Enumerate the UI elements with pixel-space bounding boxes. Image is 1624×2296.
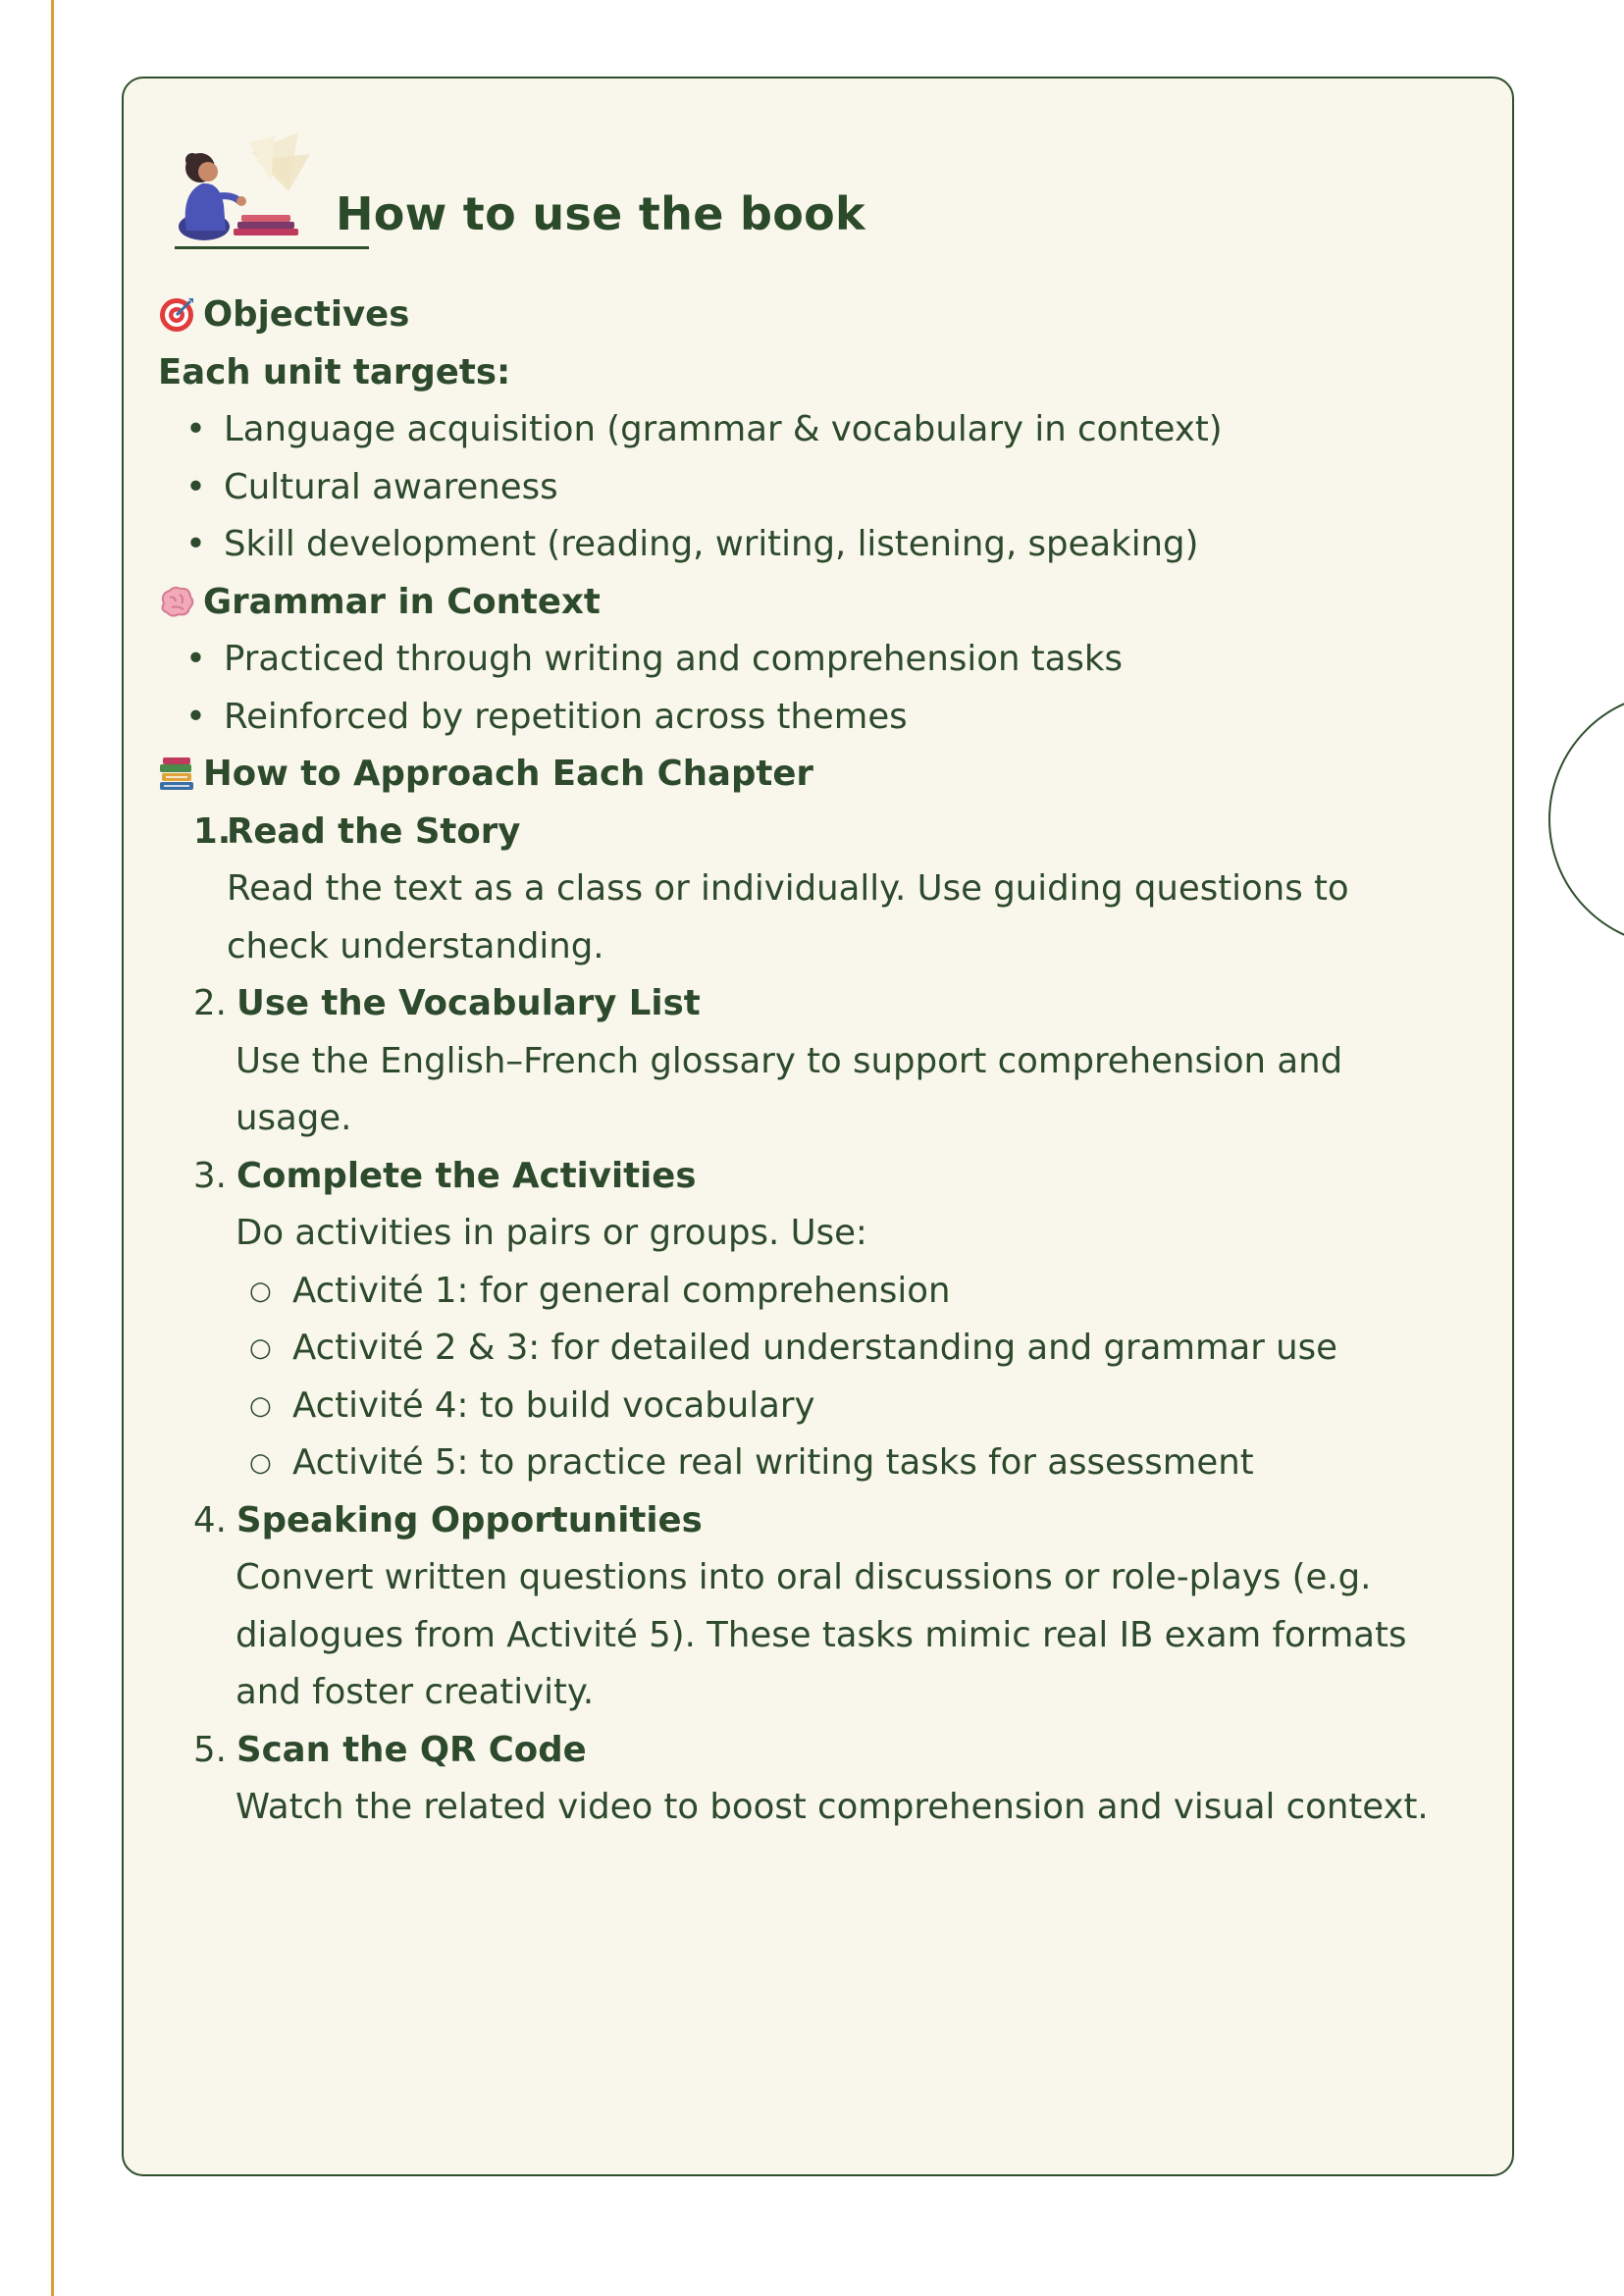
books-icon bbox=[158, 757, 203, 792]
section-heading-objectives bbox=[158, 287, 1493, 344]
list-item bbox=[158, 401, 1493, 459]
step-number: 2. bbox=[193, 983, 227, 1023]
step-description: Use the English–French glossary to support comprehension and bbox=[236, 1040, 1343, 1081]
list-item-text: Skill development (reading, writing, listening, speaking) bbox=[224, 524, 1199, 564]
step-description: and foster creativity. bbox=[236, 1672, 595, 1712]
bullet-icon: • bbox=[185, 409, 206, 449]
list-item bbox=[158, 516, 1493, 574]
circle-bullet-icon: ○ bbox=[249, 1333, 272, 1363]
bullet-icon: • bbox=[185, 696, 206, 737]
list-item bbox=[158, 631, 1493, 689]
step-title bbox=[158, 804, 1493, 861]
step-description: usage. bbox=[236, 1098, 352, 1138]
step-title-text: Use the Vocabulary List bbox=[236, 983, 701, 1023]
circle-bullet-icon: ○ bbox=[249, 1276, 272, 1306]
step-description: Watch the related video to boost comprehension and visual context. bbox=[236, 1787, 1429, 1827]
card-content bbox=[158, 287, 1493, 1837]
card-header bbox=[173, 132, 865, 250]
step-description: dialogues from Activité 5). These tasks mimic real IB exam formats bbox=[236, 1614, 1407, 1655]
step-title-text: Read the Story bbox=[227, 810, 521, 852]
sub-list-item-text: Activité 2 & 3: for detailed understanding and grammar use bbox=[292, 1328, 1338, 1368]
list-item bbox=[158, 459, 1493, 517]
step-title bbox=[158, 1722, 1493, 1780]
list-item-text: Reinforced by repetition across themes bbox=[224, 696, 908, 737]
step-title-text: Complete the Activities bbox=[236, 1155, 697, 1196]
list-item bbox=[158, 689, 1493, 747]
objectives-heading-text: Objectives bbox=[203, 294, 410, 335]
section-heading-grammar bbox=[158, 574, 1493, 632]
sub-list-item-text: Activité 4: to build vocabulary bbox=[292, 1384, 815, 1426]
step-title bbox=[158, 1148, 1493, 1206]
step-title-text: Scan the QR Code bbox=[236, 1729, 587, 1770]
step-title bbox=[158, 975, 1493, 1033]
step-number: 5. bbox=[193, 1729, 227, 1770]
page-title: How to use the book bbox=[336, 187, 865, 240]
step-description: check understanding. bbox=[227, 925, 604, 966]
target-icon bbox=[158, 296, 203, 334]
step-title bbox=[158, 1492, 1493, 1550]
left-margin-rule bbox=[51, 0, 54, 2296]
sub-list-item bbox=[158, 1435, 1493, 1492]
step-number: 1. bbox=[193, 810, 232, 852]
bullet-icon: • bbox=[185, 466, 206, 507]
approach-heading-text: How to Approach Each Chapter bbox=[203, 754, 813, 794]
sub-list-item-text: Activité 5: to practice real writing tasks for assessment bbox=[292, 1442, 1254, 1483]
grammar-heading-text: Grammar in Context bbox=[203, 581, 601, 622]
bullet-icon: • bbox=[185, 524, 206, 564]
step-description: Read the text as a class or individually. Use guiding questions to bbox=[227, 868, 1349, 909]
title-underline bbox=[175, 246, 369, 249]
list-item-text: Practiced through writing and comprehension tasks bbox=[224, 639, 1123, 679]
sub-list-item bbox=[158, 1263, 1493, 1321]
circle-bullet-icon: ○ bbox=[249, 1448, 272, 1478]
bullet-icon: • bbox=[185, 639, 206, 679]
section-heading-approach bbox=[158, 746, 1493, 804]
step-title-text: Speaking Opportunities bbox=[236, 1499, 703, 1540]
step-number: 3. bbox=[193, 1155, 227, 1196]
step-description: Convert written questions into oral discussions or role-plays (e.g. bbox=[236, 1557, 1372, 1597]
step-number: 4. bbox=[193, 1499, 227, 1540]
list-item-text: Language acquisition (grammar & vocabulary in context) bbox=[224, 409, 1223, 449]
how-to-use-card bbox=[122, 77, 1514, 2176]
list-item-text: Cultural awareness bbox=[224, 466, 558, 507]
sub-list-item-text: Activité 1: for general comprehension bbox=[292, 1270, 951, 1311]
reading-person-illustration bbox=[173, 132, 330, 250]
brain-icon bbox=[158, 586, 203, 619]
decorative-arc bbox=[1548, 692, 1624, 947]
objectives-lead: Each unit targets: bbox=[158, 351, 511, 392]
circle-bullet-icon: ○ bbox=[249, 1390, 272, 1421]
step-description: Do activities in pairs or groups. Use: bbox=[236, 1213, 867, 1253]
sub-list-item bbox=[158, 1320, 1493, 1378]
sub-list-item bbox=[158, 1378, 1493, 1435]
